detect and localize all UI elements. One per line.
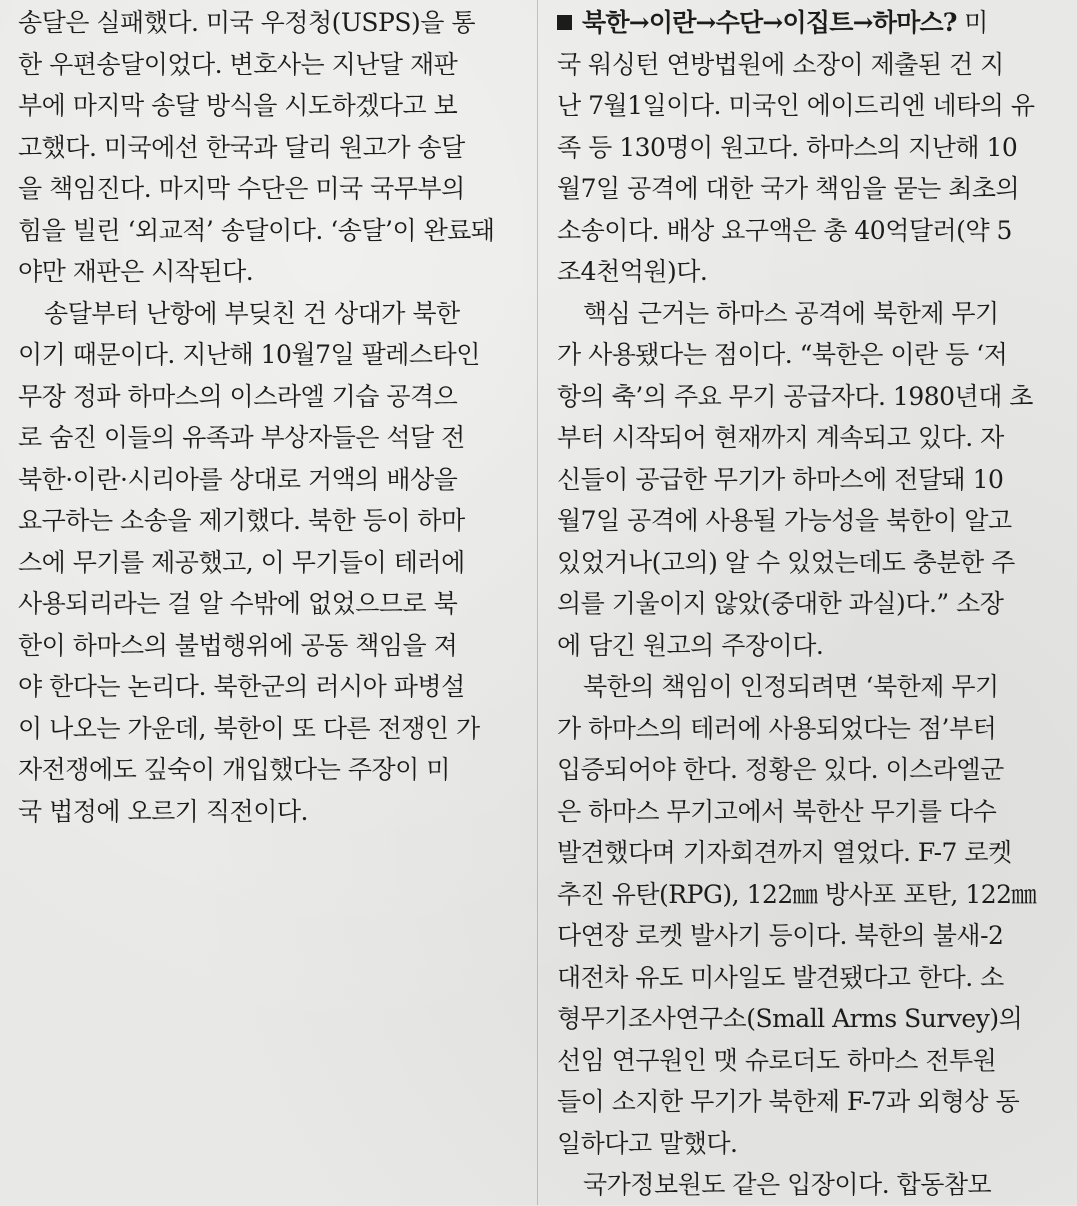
paragraph-first-line: 핵심 근거는 하마스 공격에 북한제 무기 xyxy=(583,298,999,328)
body-line: 스에 무기를 제공했고, 이 무기들이 테러에 xyxy=(18,547,465,577)
body-line: 힘을 빌린 ‘외교적’ 송달이다. ‘송달’이 완료돼 xyxy=(18,215,495,245)
body-line: 선임 연구원인 맷 슈로더도 하마스 전투원 xyxy=(557,1045,997,1075)
body-line: 들이 소지한 무기가 북한제 F-7과 외형상 동 xyxy=(557,1087,1020,1116)
body-line: 가 하마스의 테러에 사용되었다는 점’부터 xyxy=(557,713,997,743)
body-line: 부터 시작되어 현재까지 계속되고 있다. 자 xyxy=(557,423,1004,452)
body-line: 부에 마지막 송달 방식을 시도하겠다고 보 xyxy=(18,91,458,120)
body-line: 송달은 실패했다. 미국 우정청(USPS)을 통 xyxy=(18,8,475,37)
body-line: 일하다고 말했다. xyxy=(557,1128,738,1158)
body-line: 가 사용됐다는 점이다. “북한은 이란 등 ‘저 xyxy=(557,340,1008,369)
paragraph-first-line: 북한의 책임이 인정되려면 ‘북한제 무기 xyxy=(583,672,999,701)
body-line: 자전쟁에도 깊숙이 개입했다는 주장이 미 xyxy=(18,755,450,784)
section-lead-continuation: 미 xyxy=(956,8,988,37)
body-line: 이 나오는 가운데, 북한이 또 다른 전쟁인 가 xyxy=(18,713,480,743)
body-line: 입증되어야 한다. 정황은 있다. 이스라엘군 xyxy=(557,755,1004,784)
body-line: 을 책임진다. 마지막 수단은 미국 국무부의 xyxy=(18,174,465,203)
body-line: 야 한다는 논리다. 북한군의 러시아 파병설 xyxy=(18,672,465,701)
body-line: 발견했다며 기자회견까지 열었다. F-7 로켓 xyxy=(557,838,1012,867)
body-line: 소송이다. 배상 요구액은 총 40억달러(약 5 xyxy=(557,215,1012,245)
body-line: 이기 때문이다. 지난해 10월7일 팔레스타인 xyxy=(18,340,480,369)
body-line: 대전차 유도 미사일도 발견됐다고 한다. 소 xyxy=(557,962,1004,992)
body-line: 한 우편송달이었다. 변호사는 지난달 재판 xyxy=(18,49,458,79)
body-line: 있었거나(고의) 알 수 있었는데도 충분한 주 xyxy=(557,547,1015,577)
body-line: 난 7월1일이다. 미국인 에이드리엔 네타의 유 xyxy=(557,91,1035,120)
body-line: 조4천억원)다. xyxy=(557,257,708,286)
body-line: 북한·이란·시리아를 상대로 거액의 배상을 xyxy=(18,464,458,494)
section-lead-line xyxy=(557,2,1057,44)
body-line: 로 숨진 이들의 유족과 부상자들은 석달 전 xyxy=(18,423,465,452)
body-line: 항의 축’의 주요 무기 공급자다. 1980년대 초 xyxy=(557,381,1033,411)
body-line: 추진 유탄(RPG), 122㎜ 방사포 포탄, 122㎜ xyxy=(557,879,1037,909)
body-line: 신들이 공급한 무기가 하마스에 전달돼 10 xyxy=(557,464,1004,494)
body-line: 요구하는 소송을 제기했다. 북한 등이 하마 xyxy=(18,506,465,535)
body-line: 월7일 공격에 사용될 가능성을 북한이 알고 xyxy=(557,506,1012,535)
body-line: 월7일 공격에 대한 국가 책임을 묻는 최초의 xyxy=(557,174,1020,203)
body-line: 사용되리라는 걸 알 수밖에 없었으므로 북 xyxy=(18,589,458,618)
column-divider xyxy=(537,0,538,1205)
article-column-right xyxy=(557,2,1057,1206)
body-line: 야만 재판은 시작된다. xyxy=(18,257,254,286)
article-column-left xyxy=(18,2,518,832)
body-line: 한이 하마스의 불법행위에 공동 책임을 져 xyxy=(18,630,458,660)
body-line: 고했다. 미국에선 한국과 달리 원고가 송달 xyxy=(18,132,465,162)
body-line: 국 법정에 오르기 직전이다. xyxy=(18,796,308,826)
paragraph-first-line: 송달부터 난항에 부딪친 건 상대가 북한 xyxy=(44,298,460,328)
body-line: 형무기조사연구소(Small Arms Survey)의 xyxy=(557,1004,1023,1033)
body-line: 무장 정파 하마스의 이스라엘 기습 공격으 xyxy=(18,381,458,411)
body-line: 은 하마스 무기고에서 북한산 무기를 다수 xyxy=(557,796,997,826)
paragraph-first-line: 국가정보원도 같은 입장이다. 합동참모 xyxy=(583,1170,992,1199)
body-line: 족 등 130명이 원고다. 하마스의 지난해 10 xyxy=(557,132,1018,162)
body-line: 다연장 로켓 발사기 등이다. 북한의 불새-2 xyxy=(557,921,1004,950)
section-subheading: 북한→이란→수단→이집트→하마스? xyxy=(582,8,957,37)
square-bullet-icon xyxy=(557,15,572,30)
body-line: 국 워싱턴 연방법원에 소장이 제출된 건 지 xyxy=(557,49,1004,79)
body-line: 에 담긴 원고의 주장이다. xyxy=(557,630,824,660)
body-line: 의를 기울이지 않았(중대한 과실)다.” 소장 xyxy=(557,589,1004,618)
